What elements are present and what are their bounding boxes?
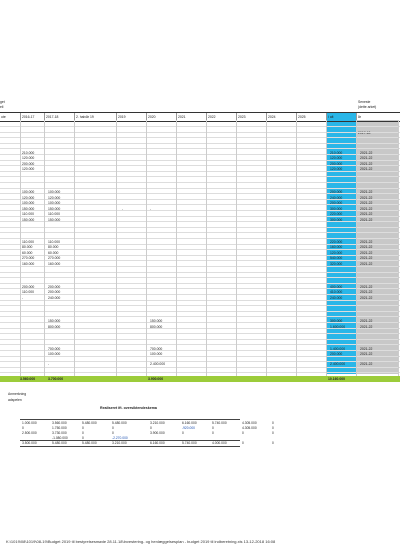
- row-12-b: 60.000: [48, 251, 59, 255]
- year-tag: 2017-18: [358, 131, 371, 135]
- summary-cell: 5.480.000: [82, 421, 97, 425]
- grid-line: [0, 176, 400, 177]
- row-21-t: 200.000: [330, 352, 343, 356]
- summary-cell: 4.305.000: [242, 421, 257, 425]
- grid-line: [0, 204, 400, 205]
- column-separator: [236, 120, 237, 376]
- row-6-a: 100.000: [22, 201, 35, 205]
- top-right-label-1: Seneste: [358, 100, 371, 104]
- summary-cell: 2.500.000: [22, 431, 37, 435]
- row-9-b: 150.000: [48, 218, 61, 222]
- row-10-b: 110.000: [48, 240, 61, 244]
- grid-line: [0, 300, 400, 301]
- summary-cell: 5.480.000: [52, 441, 67, 445]
- row-22-t: 2.400.000: [330, 362, 346, 366]
- grid-line: [0, 266, 400, 267]
- grid-line: [0, 260, 400, 261]
- row-7-c: -: [122, 207, 124, 211]
- row-12-y: 2021-22: [360, 251, 373, 255]
- row-1-a: 120.000: [22, 156, 35, 160]
- grid-line: [0, 255, 400, 256]
- summary-cell: 3.560.000: [52, 421, 67, 425]
- totals-row: [0, 376, 400, 382]
- total-t: 10.160.000: [328, 377, 345, 381]
- row-4-t: 200.000: [330, 190, 343, 194]
- row-14-t: 320.000: [330, 262, 343, 266]
- grid-line: [0, 356, 400, 357]
- column-separator: [206, 120, 207, 376]
- row-2-t: 200.000: [330, 162, 343, 166]
- row-10-t: 220.000: [330, 240, 343, 244]
- grid-line: [0, 283, 400, 284]
- total-a: 3.560.000: [20, 377, 36, 381]
- summary-rule: [20, 419, 240, 420]
- grid-line: [0, 221, 400, 222]
- summary-cell: 3.210.000: [112, 441, 127, 445]
- grid-line: [0, 372, 400, 373]
- summary-title: Realiseret ift. oversiktendeskema: [100, 406, 157, 410]
- row-14-y: 2021-22: [360, 262, 373, 266]
- row-20-t: 1.400.000: [330, 347, 346, 351]
- row-9-t: 300.000: [330, 218, 343, 222]
- row-0-y: 2021-22: [360, 151, 373, 155]
- row-20-d: 700.000: [150, 347, 163, 351]
- column-separator: [20, 120, 24, 376]
- summary-cell: 5.740.000: [182, 441, 197, 445]
- summary-cell: 4.305.000: [242, 426, 257, 430]
- row-21-y: 2021-22: [360, 352, 373, 356]
- summary-cell: 1.000.000: [22, 421, 37, 425]
- summary-cell: 0: [182, 431, 184, 435]
- grid-line: [0, 148, 400, 149]
- col-header: ute: [1, 115, 6, 119]
- row-18-y: 2021-22: [360, 319, 373, 323]
- row-13-y: 2021-22: [360, 256, 373, 260]
- grid-line: [0, 277, 400, 278]
- grid-line: [0, 137, 400, 138]
- summary-cell: 0: [112, 426, 114, 430]
- row-7-t: 300.000: [330, 207, 343, 211]
- row-6-t: 200.000: [330, 201, 343, 205]
- grid-line: [0, 322, 400, 323]
- grid-line: [0, 339, 400, 340]
- row-3-a: 120.000: [22, 167, 35, 171]
- grid-line: [0, 344, 400, 345]
- grid-line: [0, 232, 400, 233]
- row-11-t: 160.000: [330, 245, 343, 249]
- col-header: 2016-17: [20, 113, 44, 121]
- grid-line: [0, 143, 400, 144]
- summary-cell: 3.730.000: [52, 431, 67, 435]
- row-3-y: 2021-22: [360, 167, 373, 171]
- column-separator: [326, 120, 327, 376]
- grid-line: [0, 316, 400, 317]
- grid-line: [0, 238, 400, 239]
- grid-line: [0, 361, 400, 362]
- grid-line: [0, 350, 400, 351]
- col-header-total: I alt: [326, 113, 356, 121]
- col-header-year: år: [356, 113, 398, 121]
- row-16-a: 110.000: [22, 290, 35, 294]
- summary-cell: 1.750.000: [52, 426, 67, 430]
- column-separator: [356, 120, 357, 376]
- row-2-a: 200.000: [22, 162, 35, 166]
- row-7-b: 150.000: [48, 207, 61, 211]
- row-6-y: 2021-22: [360, 201, 373, 205]
- row-4-b: 100.000: [48, 190, 61, 194]
- summary-cell: 0: [112, 431, 114, 435]
- column-separator: [146, 120, 147, 376]
- row-11-y: 2021-22: [360, 245, 373, 249]
- column-separator: [116, 120, 117, 376]
- col-header: 2019: [116, 113, 146, 121]
- summary-cell: 0: [212, 431, 214, 435]
- row-19-y: 2021-22: [360, 325, 373, 329]
- column-separator: [266, 120, 267, 376]
- column-separator: [296, 120, 297, 376]
- col-header: 2020: [146, 113, 176, 121]
- row-4-y: 2021-22: [360, 190, 373, 194]
- row-22-y: 2021-22: [360, 362, 373, 366]
- summary-rule: [20, 440, 240, 441]
- summary-cell: -2.270.000: [112, 436, 128, 440]
- grid-line: [0, 216, 400, 217]
- row-10-a: 110.000: [22, 240, 35, 244]
- row-19-t: 1.600.000: [330, 325, 346, 329]
- summary-cell: 0: [272, 431, 274, 435]
- row-17-b: 240.000: [48, 296, 61, 300]
- summary-cell: 0: [272, 441, 274, 445]
- row-16-b: 200.000: [48, 290, 61, 294]
- row-2-y: 2021-22: [360, 162, 373, 166]
- summary-cell: -1.080.000: [52, 436, 68, 440]
- row-21-b: 100.000: [48, 352, 61, 356]
- grid-line: [0, 305, 400, 306]
- top-left-label-2: eli: [0, 105, 4, 109]
- column-separator: [44, 120, 45, 376]
- row-7-y: 2021-22: [360, 207, 373, 211]
- row-9-a: 150.000: [22, 218, 35, 222]
- row-18-d: 150.000: [150, 319, 163, 323]
- summary-cell: 6.160.000: [182, 421, 197, 425]
- col-header: 2025: [296, 113, 326, 121]
- grid-line: [0, 210, 400, 211]
- summary-cell: 0: [82, 431, 84, 435]
- row-14-a: 160.000: [22, 262, 35, 266]
- row-19-d: 800.000: [150, 325, 163, 329]
- row-11-b: 80.000: [48, 245, 59, 249]
- top-right-label-2: (dette arket): [358, 105, 377, 109]
- summary-cell: 0: [272, 421, 274, 425]
- note-1: Anmerkning: [8, 392, 27, 396]
- summary-cell: 3.500.000: [22, 441, 37, 445]
- row-15-a: 200.000: [22, 285, 35, 289]
- row-17-t: 240.000: [330, 296, 343, 300]
- row-5-y: 2021-22: [360, 196, 373, 200]
- row-9-y: 2021-22: [360, 218, 373, 222]
- grid-line: [0, 333, 400, 334]
- row-13-b: 270.000: [48, 256, 61, 260]
- grid-line: [0, 160, 400, 161]
- column-separator: [176, 120, 177, 376]
- row-10-y: 2021-22: [360, 240, 373, 244]
- grid-line: [0, 244, 400, 245]
- grid-line: [0, 272, 400, 273]
- summary-cell: 0: [82, 436, 84, 440]
- summary-cell: 4.000.000: [212, 441, 227, 445]
- grid-line: [0, 311, 400, 312]
- summary-cell: 0: [212, 426, 214, 430]
- grid-line: [0, 328, 400, 329]
- row-15-t: 400.000: [330, 285, 343, 289]
- row-1-y: 2021-22: [360, 156, 373, 160]
- row-17-y: 2021-22: [360, 296, 373, 300]
- column-separator: [74, 120, 75, 376]
- row-20-y: 2021-22: [360, 347, 373, 351]
- grid-line: [0, 288, 400, 289]
- file-path-footer: K:\1019\08\1019\08-19\Budget 2019 til bestyrelsesmøde 28.11.18\Investering- og henlæggelsesplan - budget 2019 til indberetning.xls 13-12-2018 16:08: [6, 539, 276, 544]
- row-13-a: 270.000: [22, 256, 35, 260]
- col-header: 2. halvår 19: [74, 113, 116, 121]
- total-b: 3.700.000: [48, 377, 64, 381]
- row-22-b: -: [48, 362, 50, 366]
- grid-line: [0, 227, 400, 228]
- row-15-y: 2021-22: [360, 285, 373, 289]
- row-22-d: 2.400.000: [150, 362, 166, 366]
- row-1-t: 120.000: [330, 156, 343, 160]
- row-16-y: 2021-22: [360, 290, 373, 294]
- row-8-a: 110.000: [22, 212, 35, 216]
- summary-cell: 5.480.000: [82, 441, 97, 445]
- grid-line: [0, 199, 400, 200]
- grid-line: [0, 367, 400, 368]
- col-header: 2021: [176, 113, 206, 121]
- row-18-t: 300.000: [330, 319, 343, 323]
- total-d: 3.900.000: [148, 377, 164, 381]
- row-15-b: 200.000: [48, 285, 61, 289]
- row-20-b: 700.000: [48, 347, 61, 351]
- row-12-a: 60.000: [22, 251, 33, 255]
- row-7-d: -: [150, 207, 152, 211]
- grid-line: [0, 165, 400, 166]
- row-7-a: 150.000: [22, 207, 35, 211]
- row-0-a: 210.000: [22, 151, 35, 155]
- grid-line: [0, 193, 400, 194]
- summary-cell: -920.000: [182, 426, 196, 430]
- column-header-row: [0, 112, 400, 122]
- grid-line: [0, 188, 400, 189]
- grid-line: [0, 294, 400, 295]
- row-4-a: 100.000: [22, 190, 35, 194]
- col-header: 2022: [206, 113, 236, 121]
- column-separator: [398, 120, 399, 376]
- note-2: adspelen: [8, 398, 22, 402]
- row-6-b: 100.000: [48, 201, 61, 205]
- col-header: 2024: [266, 113, 296, 121]
- row-5-a: 120.000: [22, 196, 35, 200]
- row-17-a: -: [22, 296, 24, 300]
- row-8-y: 2021-22: [360, 212, 373, 216]
- row-14-b: 160.000: [48, 262, 61, 266]
- summary-cell: 0: [22, 426, 24, 430]
- row-12-t: 120.000: [330, 251, 343, 255]
- row-13-t: 540.000: [330, 256, 343, 260]
- summary-cell: 5.480.000: [112, 421, 127, 425]
- row-19-b: 800.000: [48, 325, 61, 329]
- row-5-t: 240.000: [330, 196, 343, 200]
- col-header: 2023: [236, 113, 266, 121]
- grid-line: [0, 132, 400, 133]
- row-0-t: 210.000: [330, 151, 343, 155]
- row-11-a: 80.000: [22, 245, 33, 249]
- grid-line: [0, 182, 400, 183]
- grid-line: [0, 171, 400, 172]
- summary-cell: 0: [272, 426, 274, 430]
- grid-line: [0, 249, 400, 250]
- row-18-b: 150.000: [48, 319, 61, 323]
- summary-cell: 3.900.000: [150, 431, 165, 435]
- col-header: 2017-18: [44, 113, 74, 121]
- summary-rule: [20, 446, 240, 447]
- summary-cell: 0: [242, 441, 244, 445]
- row-8-b: 110.000: [48, 212, 61, 216]
- row-3-t: 120.000: [330, 167, 343, 171]
- summary-cell: 0: [242, 431, 244, 435]
- grid-line: [0, 126, 400, 127]
- summary-cell: 0: [150, 426, 152, 430]
- top-left-label-1: get: [0, 100, 5, 104]
- summary-cell: 6.160.000: [150, 441, 165, 445]
- summary-cell: 0: [82, 426, 84, 430]
- grid-line: [0, 154, 400, 155]
- summary-cell: 5.740.000: [212, 421, 227, 425]
- row-21-d: 100.000: [150, 352, 163, 356]
- row-16-t: 410.000: [330, 290, 343, 294]
- summary-cell: 3.210.000: [150, 421, 165, 425]
- row-5-b: 120.000: [48, 196, 61, 200]
- row-8-t: 220.000: [330, 212, 343, 216]
